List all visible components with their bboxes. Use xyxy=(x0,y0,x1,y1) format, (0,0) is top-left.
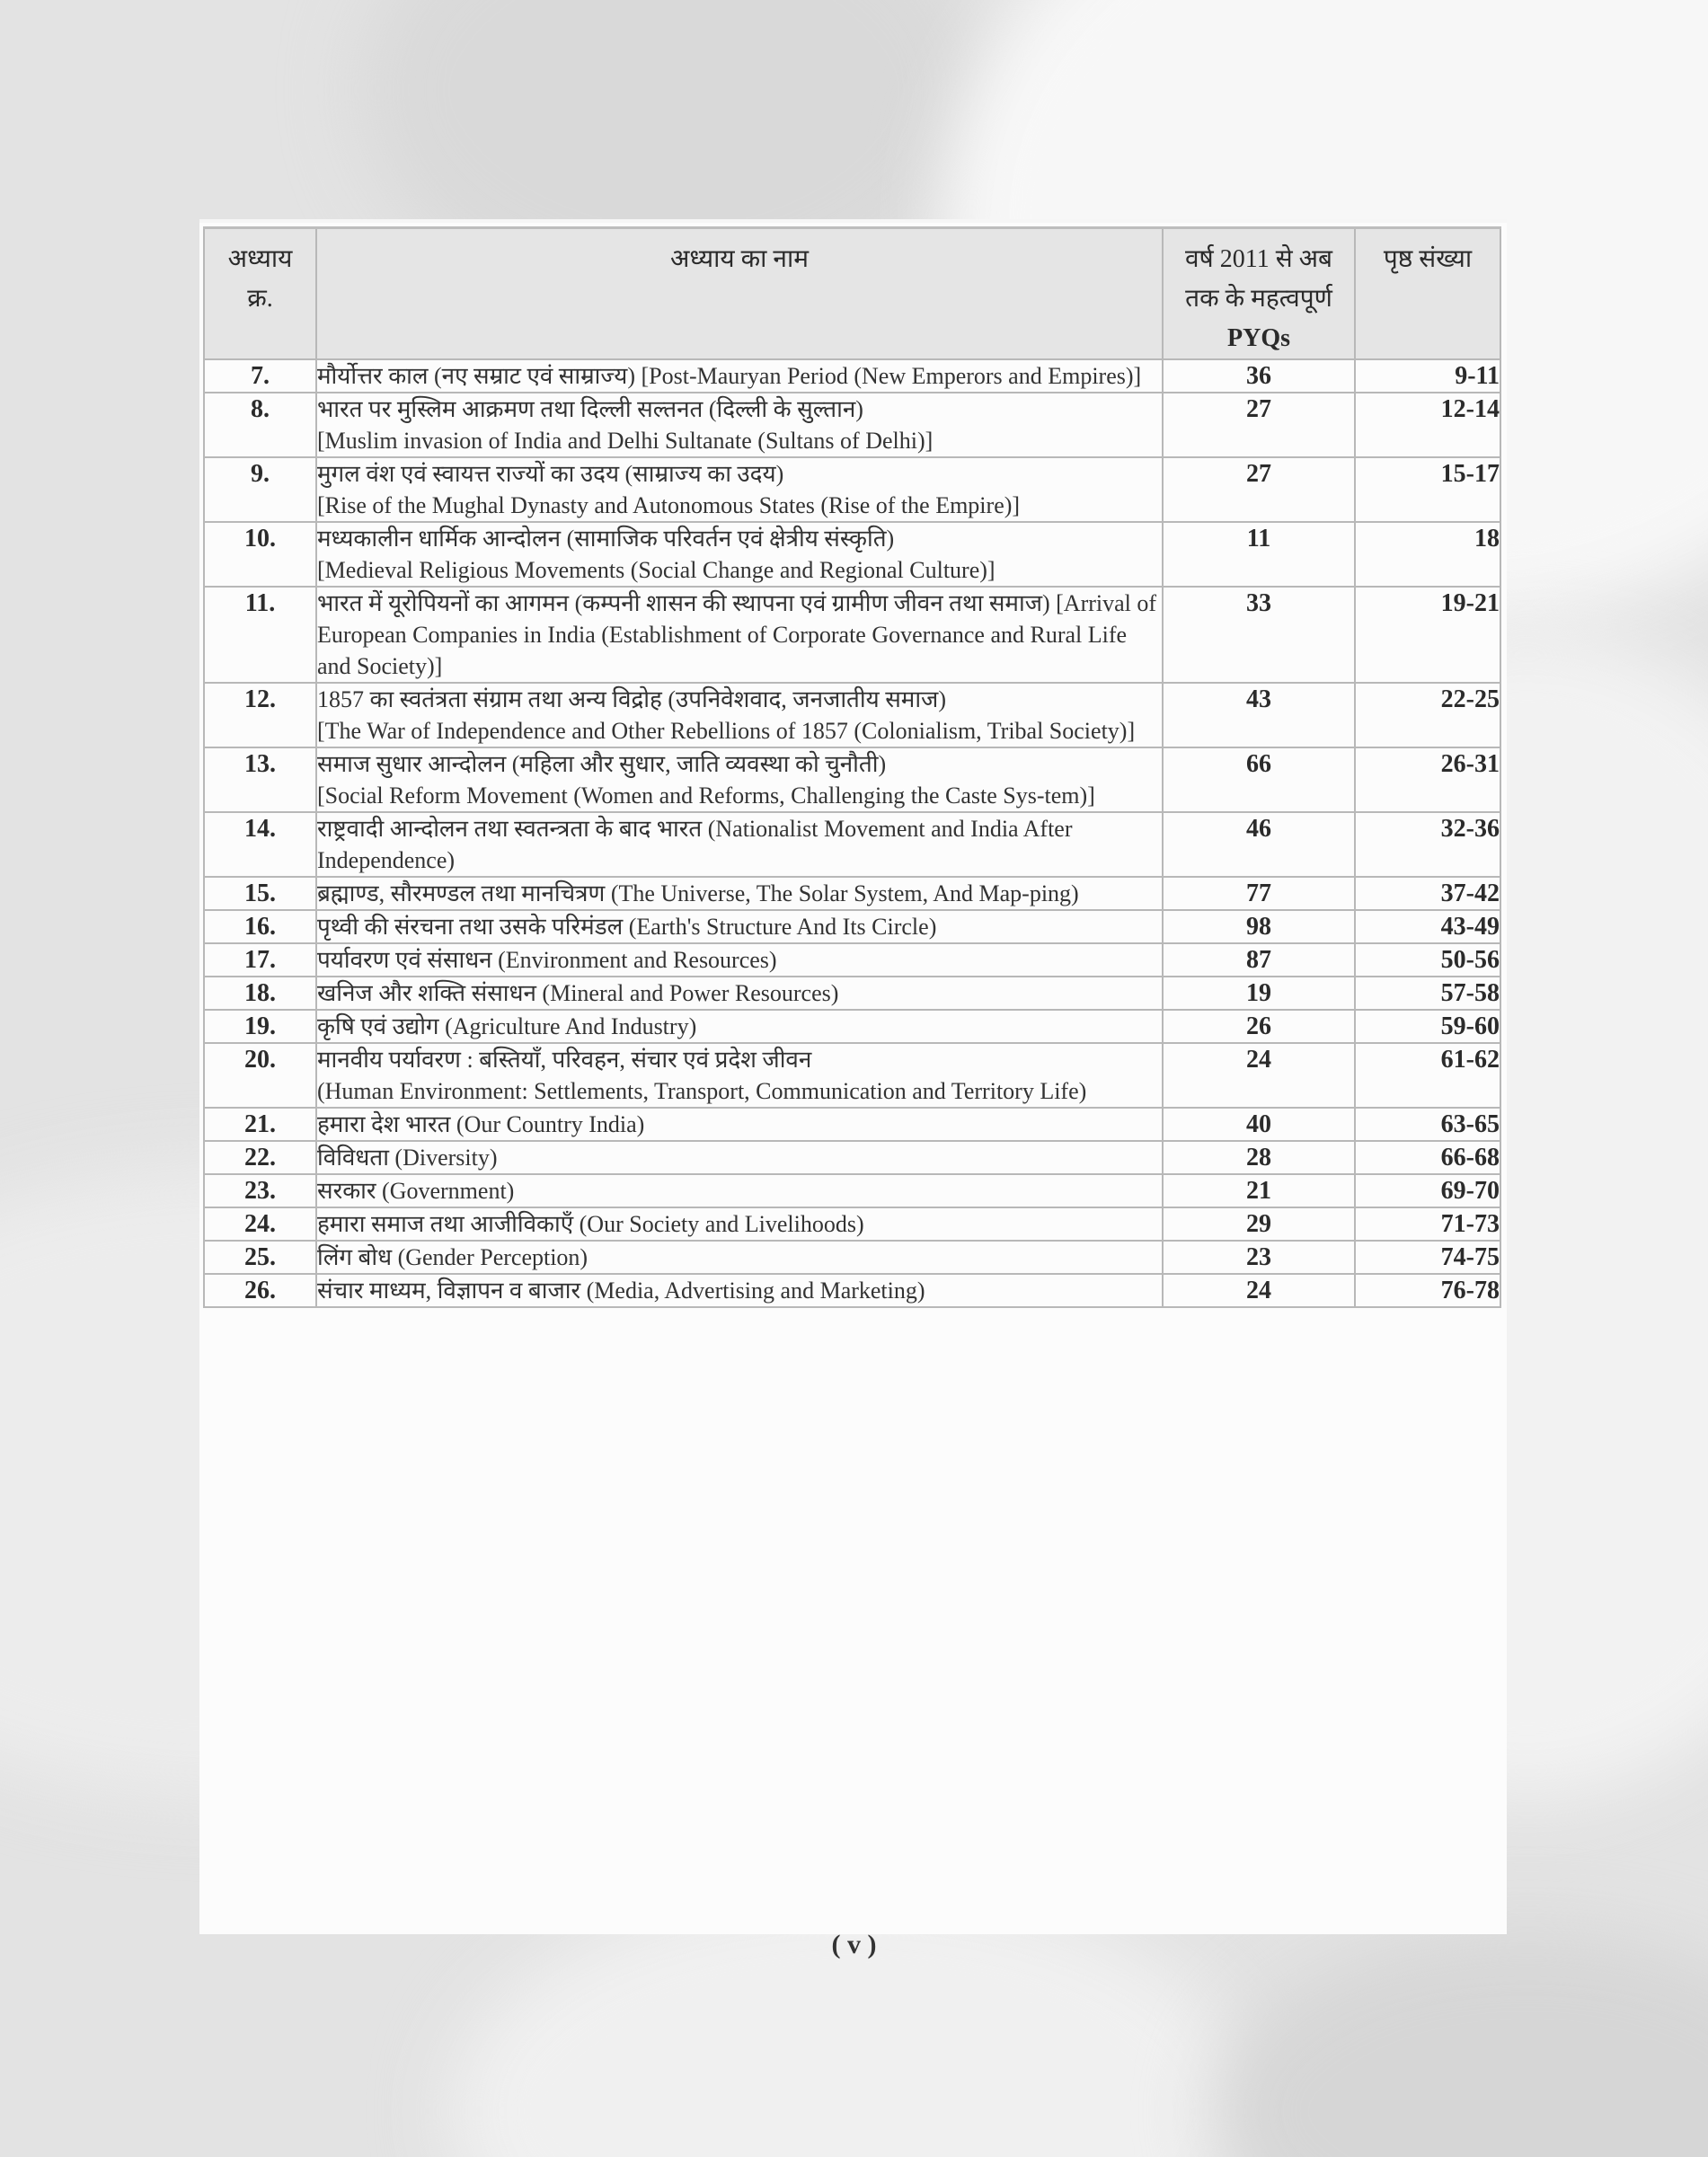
pyq-count: 23 xyxy=(1163,1241,1355,1274)
pyq-count: 98 xyxy=(1163,910,1355,943)
table-row xyxy=(204,1141,1500,1174)
chapter-name-cell xyxy=(316,1174,1163,1207)
pyq-count: 27 xyxy=(1163,393,1355,457)
chapter-number: 20. xyxy=(204,1043,316,1108)
chapter-name-english: [The War of Independence and Other Rebellions of 1857 (Colonialism, Tribal Society)] xyxy=(317,718,1136,744)
chapter-name: भारत पर मुस्लिम आक्रमण तथा दिल्ली सल्तनत (दिल्ली के सुल्तान) xyxy=(317,396,863,422)
chapter-number: 24. xyxy=(204,1207,316,1241)
page-range: 66-68 xyxy=(1355,1141,1500,1174)
chapter-number: 23. xyxy=(204,1174,316,1207)
chapter-name: पर्यावरण एवं संसाधन (Environment and Resources) xyxy=(317,947,777,973)
chapter-number: 13. xyxy=(204,747,316,812)
page-range: 59-60 xyxy=(1355,1010,1500,1043)
chapter-name-english: [Medieval Religious Movements (Social Change and Regional Culture)] xyxy=(317,557,996,583)
chapter-number: 7. xyxy=(204,359,316,393)
chapter-name-cell xyxy=(316,877,1163,910)
chapter-name: 1857 का स्वतंत्रता संग्राम तथा अन्य विद्रोह (उपनिवेशवाद, जनजातीय समाज) xyxy=(317,686,946,712)
table-header-row xyxy=(204,228,1500,360)
table-row xyxy=(204,747,1500,812)
chapter-number: 11. xyxy=(204,587,316,683)
chapter-number: 25. xyxy=(204,1241,316,1274)
header-chapter-number-line2: क्र. xyxy=(247,285,273,313)
header-pyqs-line3: PYQs xyxy=(1227,324,1290,352)
table-body xyxy=(204,359,1500,1307)
chapter-name-english: (Human Environment: Settlements, Transport, Communication and Territory Life) xyxy=(317,1078,1087,1104)
page-range: 22-25 xyxy=(1355,683,1500,747)
table-row xyxy=(204,910,1500,943)
page-number: ( v ) xyxy=(831,1930,877,1959)
header-pyqs-line2: तक के महत्वपूर्ण xyxy=(1185,285,1332,313)
chapter-name: भारत में यूरोपियनों का आगमन (कम्पनी शासन की स्थापना एवं ग्रामीण जीवन तथा समाज) [Arrival of European Companies in India (Establishment of Corporate Governance and Rural Life and Society)] xyxy=(317,590,1157,679)
chapter-number: 12. xyxy=(204,683,316,747)
page-range: 76-78 xyxy=(1355,1274,1500,1307)
chapter-name-cell xyxy=(316,1241,1163,1274)
chapter-name-cell xyxy=(316,910,1163,943)
chapter-name-cell xyxy=(316,747,1163,812)
pyq-count: 27 xyxy=(1163,457,1355,522)
header-chapter-number-line1: अध्याय xyxy=(227,245,293,273)
chapter-name-english: [Muslim invasion of India and Delhi Sultanate (Sultans of Delhi)] xyxy=(317,428,934,454)
pyq-count: 29 xyxy=(1163,1207,1355,1241)
page-range: 19-21 xyxy=(1355,587,1500,683)
chapter-number: 15. xyxy=(204,877,316,910)
table-row xyxy=(204,683,1500,747)
pyq-count: 66 xyxy=(1163,747,1355,812)
chapter-name-cell xyxy=(316,812,1163,877)
table-row xyxy=(204,457,1500,522)
chapter-name: मानवीय पर्यावरण : बस्तियाँ, परिवहन, संचार एवं प्रदेश जीवन xyxy=(317,1047,812,1073)
chapter-name: राष्ट्रवादी आन्दोलन तथा स्वतन्त्रता के बाद भारत (Nationalist Movement and India After Independence) xyxy=(317,816,1073,873)
pyq-count: 77 xyxy=(1163,877,1355,910)
page-range: 43-49 xyxy=(1355,910,1500,943)
chapter-name-cell xyxy=(316,522,1163,587)
pyq-count: 19 xyxy=(1163,977,1355,1010)
chapter-name-cell xyxy=(316,1141,1163,1174)
chapter-number: 21. xyxy=(204,1108,316,1141)
table-row xyxy=(204,977,1500,1010)
page-range: 26-31 xyxy=(1355,747,1500,812)
table-row xyxy=(204,587,1500,683)
pyq-count: 33 xyxy=(1163,587,1355,683)
table-row xyxy=(204,359,1500,393)
chapter-number: 17. xyxy=(204,943,316,977)
table-row xyxy=(204,1207,1500,1241)
pyq-count: 40 xyxy=(1163,1108,1355,1141)
chapter-number: 16. xyxy=(204,910,316,943)
table-row xyxy=(204,877,1500,910)
chapter-name-english: [Social Reform Movement (Women and Reforms, Challenging the Caste Sys-tem)] xyxy=(317,782,1095,809)
chapter-name: सरकार (Government) xyxy=(317,1178,515,1204)
page-range: 57-58 xyxy=(1355,977,1500,1010)
chapter-number: 26. xyxy=(204,1274,316,1307)
table-row xyxy=(204,393,1500,457)
table-row xyxy=(204,1174,1500,1207)
pyq-count: 24 xyxy=(1163,1043,1355,1108)
contents-table xyxy=(203,226,1501,1308)
header-chapter-number xyxy=(204,228,316,360)
chapter-name-cell xyxy=(316,943,1163,977)
page-range: 9-11 xyxy=(1355,359,1500,393)
table-row xyxy=(204,1108,1500,1141)
chapter-name-cell xyxy=(316,683,1163,747)
chapter-number: 14. xyxy=(204,812,316,877)
pyq-count: 36 xyxy=(1163,359,1355,393)
chapter-number: 10. xyxy=(204,522,316,587)
chapter-name: ब्रह्माण्ड, सौरमण्डल तथा मानचित्रण (The Universe, The Solar System, And Map-ping) xyxy=(317,880,1079,906)
chapter-number: 18. xyxy=(204,977,316,1010)
page-range: 18 xyxy=(1355,522,1500,587)
chapter-number: 19. xyxy=(204,1010,316,1043)
chapter-name-cell xyxy=(316,1274,1163,1307)
page-range: 15-17 xyxy=(1355,457,1500,522)
contents-panel xyxy=(199,219,1507,1934)
chapter-name-cell xyxy=(316,1010,1163,1043)
header-chapter-name: अध्याय का नाम xyxy=(316,228,1163,360)
chapter-name-cell xyxy=(316,393,1163,457)
pyq-count: 11 xyxy=(1163,522,1355,587)
pyq-count: 46 xyxy=(1163,812,1355,877)
page-range: 37-42 xyxy=(1355,877,1500,910)
header-pyqs-line1: वर्ष 2011 से अब xyxy=(1184,245,1333,273)
chapter-number: 22. xyxy=(204,1141,316,1174)
pyq-count: 24 xyxy=(1163,1274,1355,1307)
page-range: 12-14 xyxy=(1355,393,1500,457)
chapter-name: विविधता (Diversity) xyxy=(317,1145,498,1171)
chapter-name: समाज सुधार आन्दोलन (महिला और सुधार, जाति व्यवस्था को चुनौती) xyxy=(317,751,887,777)
pyq-count: 28 xyxy=(1163,1141,1355,1174)
chapter-name-cell xyxy=(316,1207,1163,1241)
chapter-name: लिंग बोध (Gender Perception) xyxy=(317,1244,589,1270)
pyq-count: 26 xyxy=(1163,1010,1355,1043)
background-shade xyxy=(1213,1932,1708,2157)
pyq-count: 43 xyxy=(1163,683,1355,747)
chapter-name: संचार माध्यम, विज्ञापन व बाजार (Media, Advertising and Marketing) xyxy=(317,1277,925,1304)
chapter-name: खनिज और शक्ति संसाधन (Mineral and Power Resources) xyxy=(317,980,839,1006)
chapter-name: पृथ्वी की संरचना तथा उसके परिमंडल (Earth's Structure And Its Circle) xyxy=(317,914,937,940)
chapter-name-cell xyxy=(316,359,1163,393)
table-row xyxy=(204,1241,1500,1274)
chapter-name: हमारा समाज तथा आजीविकाएँ (Our Society and Livelihoods) xyxy=(317,1211,864,1237)
table-row xyxy=(204,943,1500,977)
page-range: 63-65 xyxy=(1355,1108,1500,1141)
chapter-number: 8. xyxy=(204,393,316,457)
table-row xyxy=(204,1010,1500,1043)
page-range: 69-70 xyxy=(1355,1174,1500,1207)
chapter-name-cell xyxy=(316,1043,1163,1108)
page-range: 50-56 xyxy=(1355,943,1500,977)
chapter-name: मौर्योत्तर काल (नए सम्राट एवं साम्राज्य) [Post-Mauryan Period (New Emperors and Empires)] xyxy=(317,363,1142,389)
chapter-number: 9. xyxy=(204,457,316,522)
table-row xyxy=(204,1043,1500,1108)
pyq-count: 21 xyxy=(1163,1174,1355,1207)
chapter-name-cell xyxy=(316,1108,1163,1141)
table-row xyxy=(204,812,1500,877)
header-page-number: पृष्ठ संख्या xyxy=(1355,228,1500,360)
pyq-count: 87 xyxy=(1163,943,1355,977)
table-row xyxy=(204,522,1500,587)
chapter-name-cell xyxy=(316,977,1163,1010)
page-range: 71-73 xyxy=(1355,1207,1500,1241)
chapter-name: कृषि एवं उद्योग (Agriculture And Industry) xyxy=(317,1013,697,1039)
chapter-name-cell xyxy=(316,587,1163,683)
chapter-name-english: [Rise of the Mughal Dynasty and Autonomous States (Rise of the Empire)] xyxy=(317,492,1021,518)
page-range: 32-36 xyxy=(1355,812,1500,877)
chapter-name: हमारा देश भारत (Our Country India) xyxy=(317,1111,645,1137)
chapter-name-cell xyxy=(316,457,1163,522)
table-row xyxy=(204,1274,1500,1307)
chapter-name: मध्यकालीन धार्मिक आन्दोलन (सामाजिक परिवर्तन एवं क्षेत्रीय संस्कृति) xyxy=(317,526,895,552)
page-range: 74-75 xyxy=(1355,1241,1500,1274)
page-range: 61-62 xyxy=(1355,1043,1500,1108)
chapter-name: मुगल वंश एवं स्वायत्त राज्यों का उदय (साम्राज्य का उदय) xyxy=(317,461,784,487)
header-pyqs xyxy=(1163,228,1355,360)
